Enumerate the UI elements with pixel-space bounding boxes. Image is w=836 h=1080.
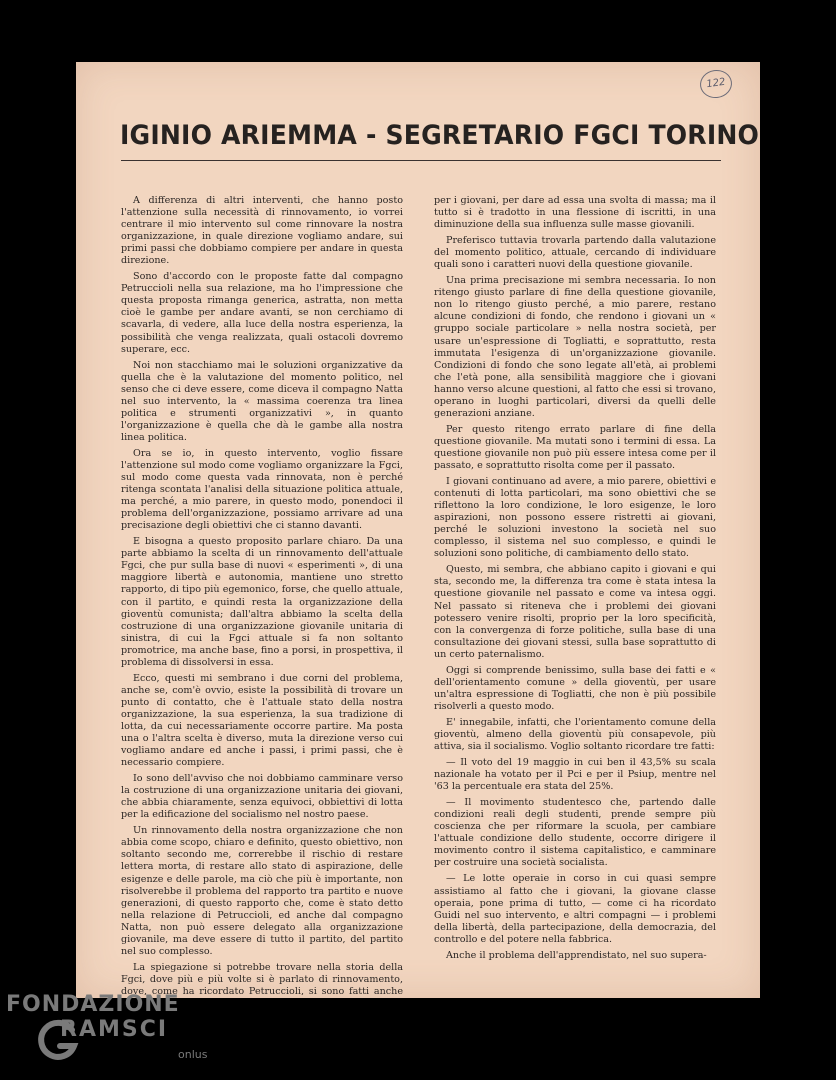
- paragraph: — Il voto del 19 maggio in cui ben il 43,5% su scala nazionale ha votato per il Pci e per il Psiup, mentre nel '63 la percentuale era stata del 25%.: [434, 757, 716, 793]
- paragraph: Ecco, questi mi sembrano i due corni del problema, anche se, com'è ovvio, esiste la possibilità di trovare un punto di contatto, che è l'attuale stato della nostra organizzazione, la sua esperienza, la sua tradizione di lotta, da cui necessariamente occorre partire. Ma posta una o l'altra scelta è diverso, muta la direzione verso cui vogliamo andare ed anche i passi, i primi passi, che è necessario compiere.: [121, 672, 403, 769]
- paragraph: E' innegabile, infatti, che l'orientamento comune della gioventù, almeno della gioventù più consapevole, più attiva, sia il socialismo. Voglio soltanto ricordare tre fatti:: [434, 716, 716, 753]
- text-column-right: [434, 195, 716, 995]
- fondazione-gramsci-watermark: [6, 992, 246, 1080]
- text-column-left: [121, 195, 403, 995]
- watermark-suffix: onlus: [178, 1048, 208, 1061]
- paragraph: Io sono dell'avviso che noi dobbiamo camminare verso la costruzione di una organizzazione unitaria dei giovani, che abbia chiaramente, senza equivoci, obbiettivi di lotta per la edificazione del socialismo nel nostro paese.: [121, 773, 403, 821]
- paragraph: Questo, mi sembra, che abbiano capito i giovani e qui sta, secondo me, la differenza tra come è stata intesa la questione giovanile nel passato e come va intesa oggi. Nel passato si riteneva che i problemi dei giovani potessero venire risolti, proprio per la loro specificità, con la convergenza di forze politiche, sulla base di una consultazione dei giovani stessi, sulla base soprattutto di un certo paternalismo.: [434, 564, 716, 660]
- paragraph: Ora se io, in questo intervento, voglio fissare l'attenzione sul modo come vogliamo organizzare la Fgci, sul modo come questa vada rinnovata, non è perché ritenga scontata l'analisi della situazione politica attuale, ma perché, a mio parere, in questo modo, ponendoci il problema dell'organizzazione, possiamo arrivare ad una precisazione degli obiettivi che ci stanno davanti.: [121, 447, 403, 532]
- paragraph: E bisogna a questo proposito parlare chiaro. Da una parte abbiamo la scelta di un rinnovamento dell'attuale Fgci, che pur sulla base di nuovi « esperimenti », di una maggiore libertà e autonomia, mantiene uno stretto rapporto, di tipo più egemonico, forse, che quello attuale, con il partito, e quindi resta la organizzazione della gioventù comunista; dall'altra abbiamo la scelta della costruzione di una organizzazione giovanile unitaria di sinistra, di cui la Fgci attuale si fa non soltanto promotrice, ma anche base, fino a porsi, in prospettiva, il problema di dissolversi in essa.: [121, 536, 403, 668]
- watermark-line2: RAMSCI: [60, 1017, 169, 1042]
- paragraph: I giovani continuano ad avere, a mio parere, obiettivi e contenuti di lotta particolari, ma sono obiettivi che se riflettono la loro condizione, le loro esigenze, le loro aspirazioni, non possono essere ristretti ai giovani, perché le soluzioni investono la società nel suo complesso, il sistema nel suo complesso, e quindi le soluzioni sono politiche, di cambiamento dello stato.: [434, 476, 716, 560]
- archive-number-stamp: 122: [698, 68, 734, 100]
- document-page: [76, 62, 760, 998]
- paragraph: Noi non stacchiamo mai le soluzioni organizzative da quella che è la valutazione del momento politico, nel senso che ci deve essere, come diceva il compagno Natta nel suo intervento, la « massima coerenza tra linea politica e strumenti organizzativi », in quanto l'organizzazione è quella che dà le gambe alla nostra linea politica.: [121, 359, 403, 443]
- paragraph: Oggi si comprende benissimo, sulla base dei fatti e « dell'orientamento comune » della gioventù, per usare un'altra espressione di Togliatti, che non è più possibile risolverli a questo modo.: [434, 664, 716, 712]
- paragraph: Sono d'accordo con le proposte fatte dal compagno Petruccioli nella sua relazione, ma ho l'impressione che questa proposta rimanga generica, astratta, non metta cioè le gambe per andare avanti, se non cerchiamo di scavarla, di vedere, alla luce della nostra esperienza, la possibilità che venga realizzata, quali ostacoli dovremo superare, ecc.: [121, 271, 403, 355]
- paragraph: Una prima precisazione mi sembra necessaria. Io non ritengo giusto parlare di fine della questione giovanile, non lo ritengo giusto perché, a mio parere, restano alcune condizioni di fondo, che rendono i giovani un « gruppo sociale particolare » nella nostra società, per usare un'espressione di Togliatti, e soprattutto, resta immutata l'esigenza di un'organizzazione giovanile. Condizioni di fondo che sono legate all'età, ai problemi che l'età pone, alla sensibilità maggiore che i giovani hanno verso alcune questioni, al fatto che essi si trovano, operano in luoghi particolari, diversi da quelli delle generazioni anziane.: [434, 275, 716, 419]
- page-title: IGINIO ARIEMMA - SEGRETARIO FGCI TORINO: [120, 120, 760, 151]
- paragraph: Per questo ritengo errato parlare di fine della questione giovanile. Ma mutati sono i termini di essa. La questione giovanile non può più essere intesa come per il passato, e soprattutto risolta come per il passato.: [434, 423, 716, 471]
- paragraph: per i giovani, per dare ad essa una svolta di massa; ma il tutto si è tradotto in una flessione di iscritti, in una diminuzione della sua influenza sulle masse giovanili.: [434, 195, 716, 231]
- paragraph: Preferisco tuttavia trovarla partendo dalla valutazione del momento politico, attuale, cercando di individuare quali sono i caratteri nuovi della questione giovanile.: [434, 235, 716, 271]
- paragraph: — Il movimento studentesco che, partendo dalle condizioni reali degli studenti, prende sempre più coscienza che per riformare la scuola, per cambiare l'attuale condizione dello studente, occorre dirigere il movimento contro il sistema capitalistico, e camminare per costruire una società socialista.: [434, 797, 716, 869]
- title-underline: [121, 160, 721, 161]
- paragraph: Anche il problema dell'apprendistato, nel suo supera-: [446, 949, 707, 961]
- paragraph: Un rinnovamento della nostra organizzazione che non abbia come scopo, chiaro e definito, questo obiettivo, non soltanto secondo me, correrebbe il rischio di restare lettera morta, di restare allo stato di aspirazione, delle esigenze e delle parole, ma ciò che più è importante, non risolverebbe il problema del rapporto tra partito e nuove generazioni, di questo rapporto che, come è stato detto nella relazione di Petruccioli, ed anche dal compagno Natta, non può essere delegato alla organizzazione giovanile, ma deve essere di tutto il partito, del partito nel suo complesso.: [121, 825, 403, 957]
- watermark-line1: FONDAZIONE: [6, 992, 180, 1017]
- paragraph: La spiegazione si potrebbe trovare nella storia della Fgci, dove più e più volte si è parlato di rinnovamento, dove, come ha ricordato Petruccioli, si sono fatti anche: [121, 961, 403, 995]
- paragraph: — Le lotte operaie in corso in cui quasi sempre assistiamo al fatto che i giovani, la giovane classe operaia, pone prima di tutto, — come ci ha ricordato Guidi nel suo intervento, e altri compagni — i problemi della libertà, della partecipazione, della democrazia, del controllo e del potere nella fabbrica.: [434, 873, 716, 945]
- paragraph: A differenza di altri interventi, che hanno posto l'attenzione sulla necessità di rinnovamento, io vorrei centrare il mio intervento sul come rinnovare la nostra organizzazione, in quale direzione vogliamo andare, sui primi passi che dobbiamo compiere per andare in questa direzione.: [121, 195, 403, 267]
